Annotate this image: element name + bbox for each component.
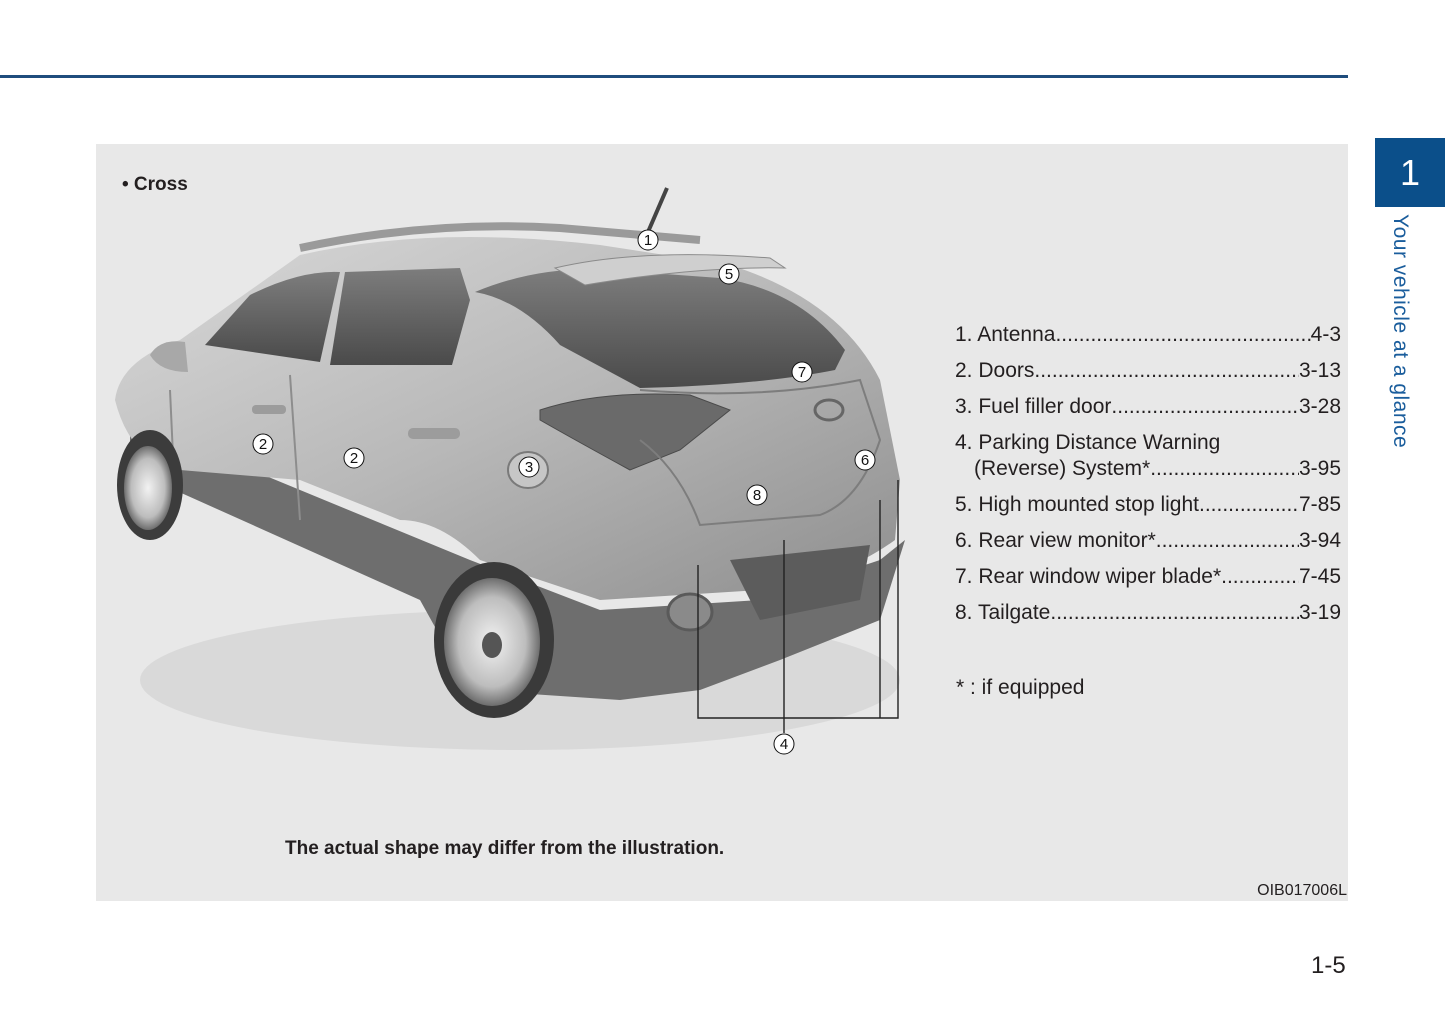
list-item: 5. High mounted stop light ..... 7-85: [955, 492, 1341, 518]
callout-2a: [253, 434, 273, 454]
variant-label: • Cross: [122, 174, 188, 195]
list-item: 7. Rear window wiper blade* ..... 7-45: [955, 564, 1341, 590]
svg-text:3: 3: [524, 459, 534, 476]
figure-code: OIB017006L: [1257, 882, 1347, 899]
list-item: 8. Tailgate ..... 3-19: [955, 600, 1341, 626]
list-item: 1. Antenna ..... 4-3: [955, 322, 1341, 348]
chapter-number-tab: 1: [1375, 138, 1445, 207]
svg-text:2: 2: [349, 450, 359, 467]
callout-6: [855, 450, 875, 470]
list-item: 2. Doors ..... 3-13: [955, 358, 1341, 384]
page-number: 1-5: [1311, 952, 1346, 979]
svg-text:4: 4: [779, 736, 789, 753]
callout-1: [638, 230, 658, 250]
svg-text:7: 7: [797, 364, 807, 381]
list-item: 4. Parking Distance Warning (Reverse) System* ..... 3-95: [955, 430, 1341, 482]
list-item: 3. Fuel filler door ..... 3-28: [955, 394, 1341, 420]
callout-5: [719, 264, 739, 284]
svg-text:1: 1: [643, 232, 653, 249]
svg-text:5: 5: [724, 266, 734, 283]
header-rule: [0, 75, 1348, 78]
svg-text:8: 8: [752, 487, 762, 504]
callout-2b: [344, 448, 364, 468]
callout-3: [519, 457, 539, 477]
callout-8: [747, 485, 767, 505]
footnote: * : if equipped: [956, 676, 1085, 699]
callout-7: [792, 362, 812, 382]
car-rear-illustration: [96, 144, 926, 901]
svg-text:6: 6: [860, 452, 870, 469]
list-item: 6. Rear view monitor* ..... 3-94: [955, 528, 1341, 554]
svg-text:2: 2: [258, 436, 268, 453]
illustration-disclaimer: The actual shape may differ from the illustration.: [285, 838, 725, 859]
legend-list: [955, 322, 1341, 636]
callout-4: [774, 734, 794, 754]
chapter-title: Your vehicle at a glance: [1389, 214, 1412, 449]
